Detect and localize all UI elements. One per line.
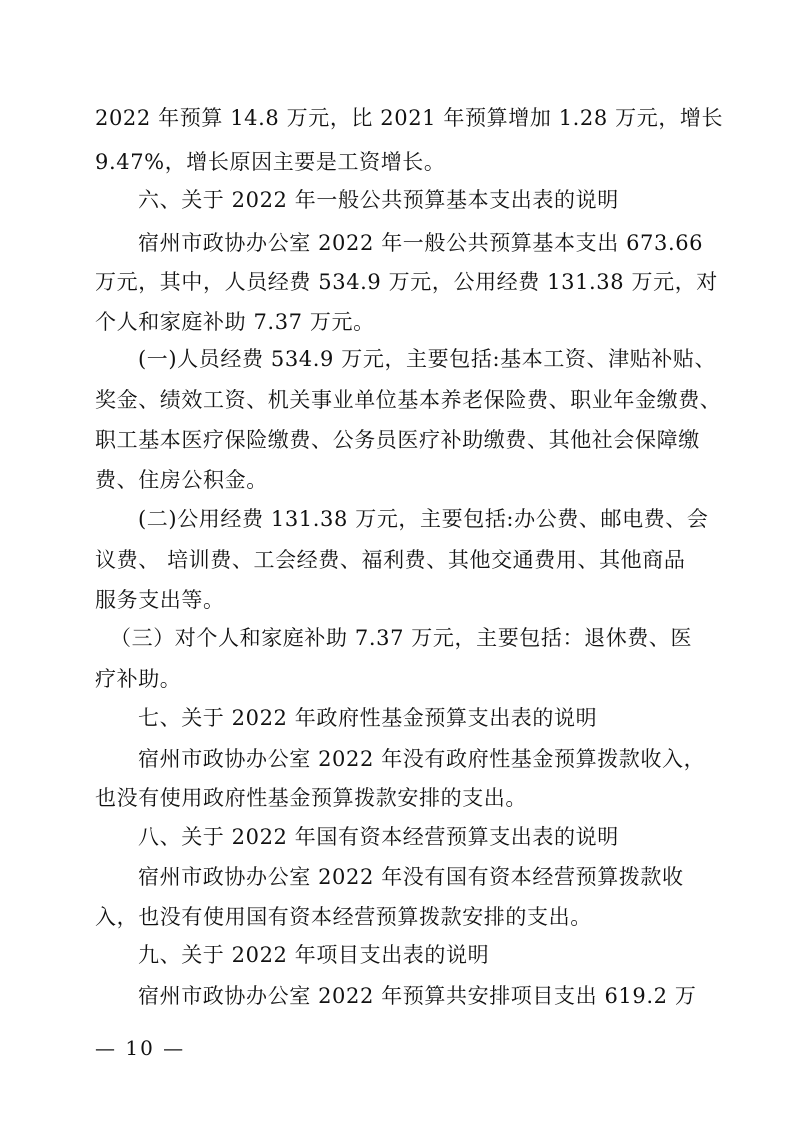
text-line: 2022 年预算 14.8 万元，比 2021 年预算增加 1.28 万元，增长 bbox=[95, 106, 724, 130]
text-line: 个人和家庭补助 7.37 万元。 bbox=[95, 310, 375, 334]
text-line: 费、住房公积金。 bbox=[95, 468, 268, 492]
section-heading: 九、关于 2022 年项目支出表的说明 bbox=[138, 943, 490, 967]
text-line: (二)公用经费 131.38 万元，主要包括:办公费、邮电费、会 bbox=[138, 507, 709, 531]
page-number: — 10 — bbox=[95, 1036, 186, 1060]
section-heading: 八、关于 2022 年国有资本经营预算支出表的说明 bbox=[138, 825, 619, 849]
text-line: 宿州市政协办公室 2022 年预算共安排项目支出 619.2 万 bbox=[138, 984, 697, 1008]
text-line: 万元，其中，人员经费 534.9 万元，公用经费 131.38 万元，对 bbox=[95, 270, 718, 294]
text-line: 9.47%，增长原因主要是工资增长。 bbox=[95, 150, 446, 174]
text-line: 宿州市政协办公室 2022 年一般公共预算基本支出 673.66 bbox=[138, 231, 704, 255]
text-line: 职工基本医疗保险缴费、公务员医疗补助缴费、其他社会保障缴 bbox=[95, 428, 700, 452]
text-line: 服务支出等。 bbox=[95, 588, 225, 612]
section-heading: 七、关于 2022 年政府性基金预算支出表的说明 bbox=[138, 706, 598, 730]
text-line: 宿州市政协办公室 2022 年没有国有资本经营预算拨款收 bbox=[138, 865, 684, 889]
section-heading: 六、关于 2022 年一般公共预算基本支出表的说明 bbox=[138, 188, 619, 212]
text-line: 疗补助。 bbox=[95, 667, 182, 691]
text-line: 入，也没有使用国有资本经营预算拨款安排的支出。 bbox=[95, 905, 592, 929]
text-line: （三）对个人和家庭补助 7.37 万元，主要包括：退休费、医 bbox=[110, 626, 693, 650]
text-line: (一)人员经费 534.9 万元，主要包括:基本工资、津贴补贴、 bbox=[138, 347, 717, 371]
text-line: 议费、 培训费、工会经费、福利费、其他交通费用、其他商品 bbox=[95, 548, 686, 572]
text-line: 宿州市政协办公室 2022 年没有政府性基金预算拨款收入， bbox=[138, 747, 706, 771]
text-line: 奖金、绩效工资、机关事业单位基本养老保险费、职业年金缴费、 bbox=[95, 388, 722, 412]
text-line: 也没有使用政府性基金预算拨款安排的支出。 bbox=[95, 786, 527, 810]
